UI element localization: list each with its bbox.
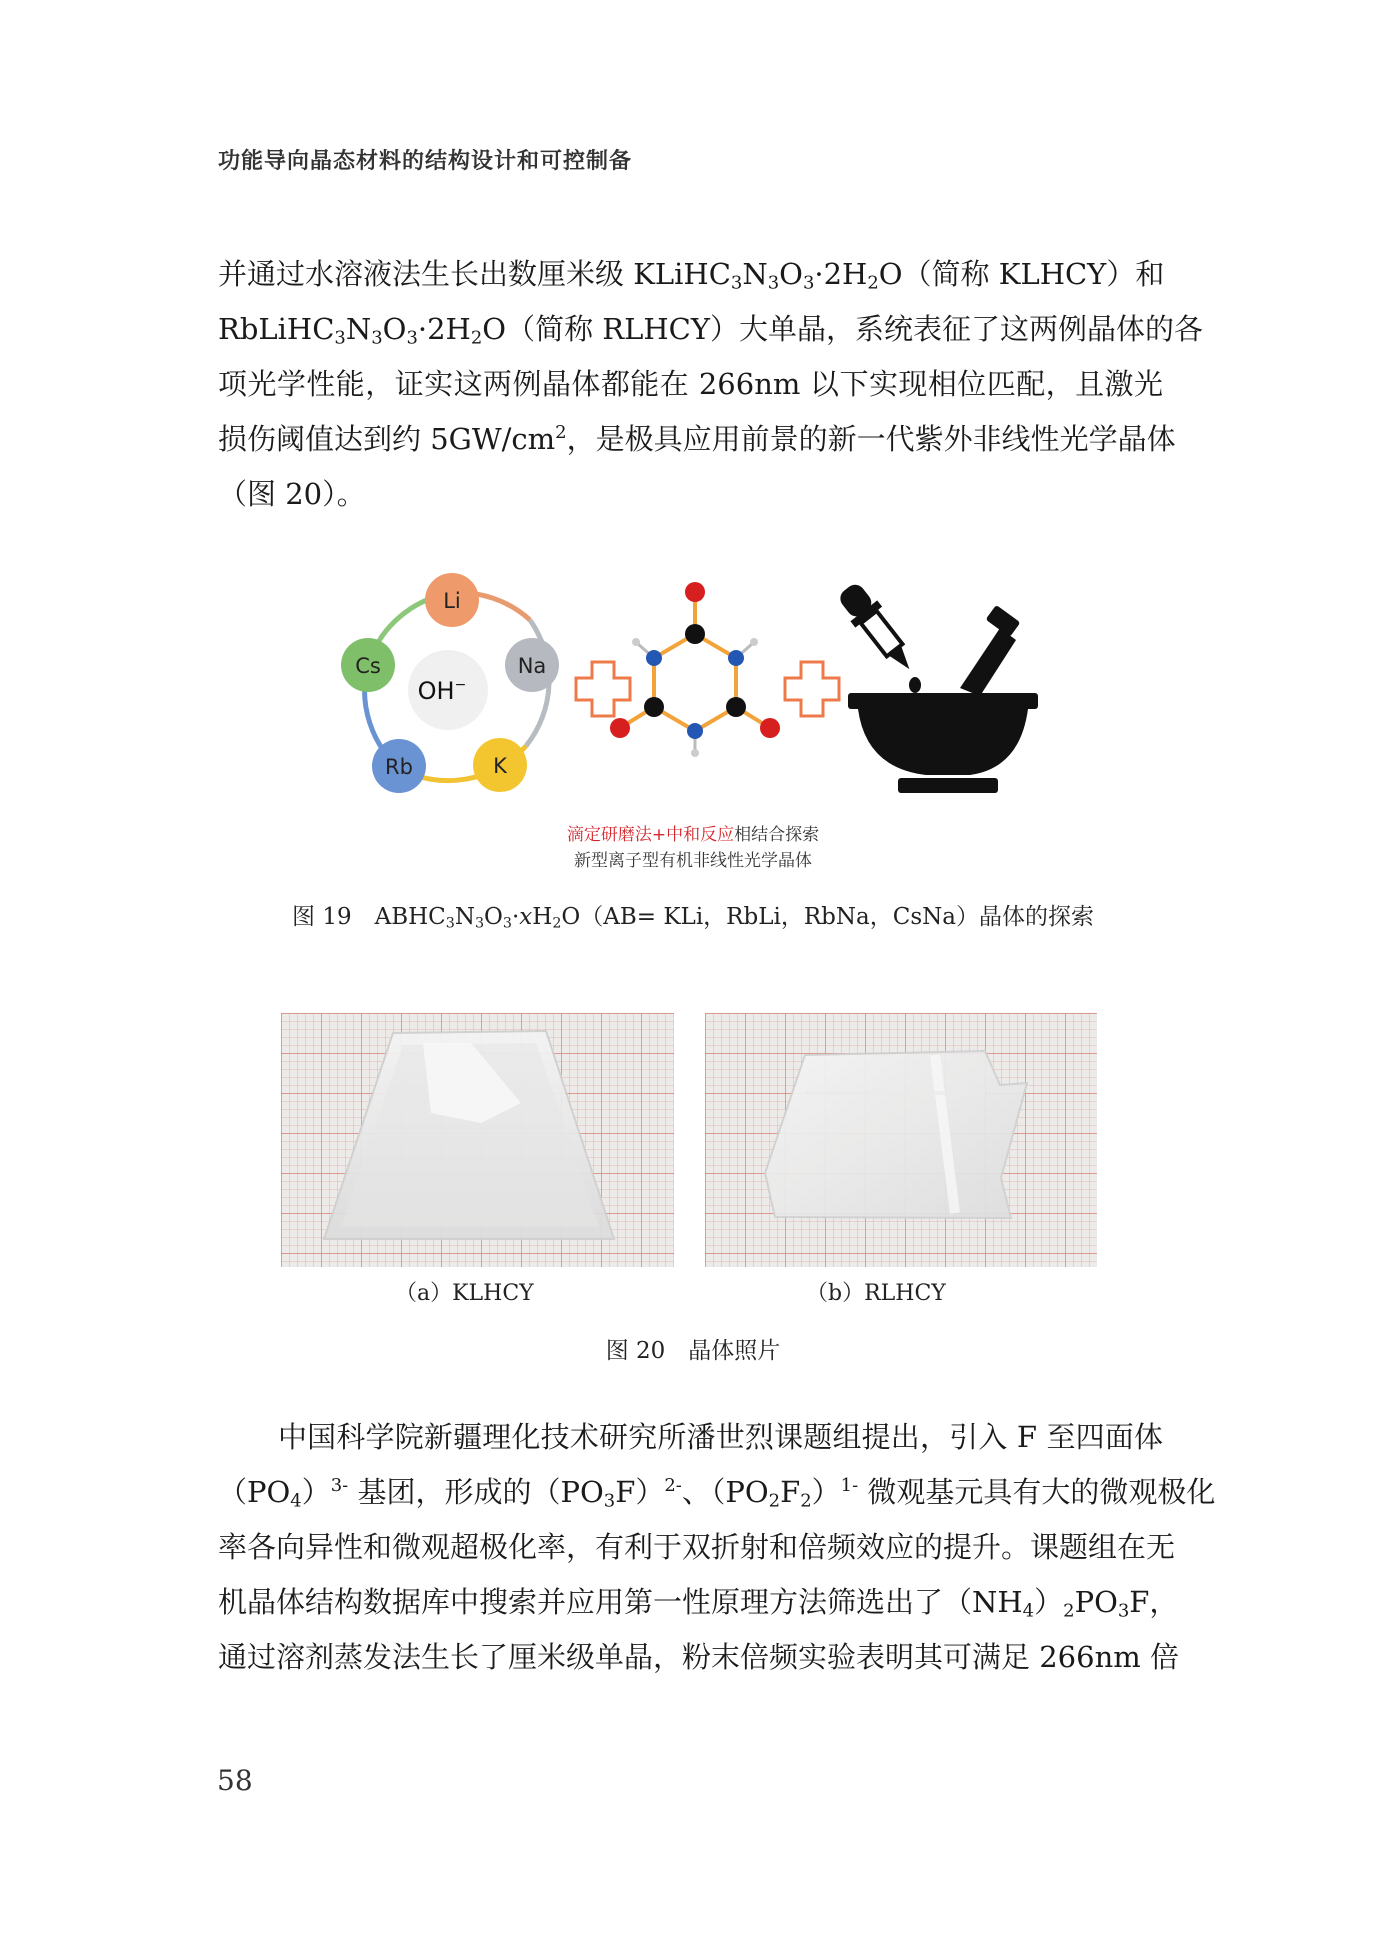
paragraph-line: 项光学性能，证实这两例晶体都能在 266nm 以下实现相位匹配，且激光 <box>218 367 1163 401</box>
paragraph-line: 损伤阈值达到约 $5GW/cm^2$，是极具应用前景的新一代紫外非线性光学晶体 <box>218 422 1176 456</box>
paragraph-line: $RbLiHC_3N_3O_3\cdot 2H_2O$（简称 RLHCY）大单晶，系统表征了这两例晶体的各 <box>218 312 1204 349</box>
k-label: K <box>493 754 507 778</box>
na-label: Na <box>517 654 547 678</box>
figure-20-caption: 图 20 晶体照片 <box>605 1338 781 1364</box>
cs-label: Cs <box>355 654 381 678</box>
paragraph-line: 率各向异性和微观超极化率，有利于双折射和倍频效应的提升。课题组在无 <box>218 1530 1176 1564</box>
paragraph-line: $(PO_4)^{3-}$ 基团，形成的$(PO_3F)^{2-}$、$(PO_2F_2)^{1-}$ 微观基元具有大的微观极化 <box>218 1475 1216 1512</box>
paragraph-line: 中国科学院新疆理化技术研究所潘世烈课题组提出，引入 F 至四面体 <box>278 1420 1163 1454</box>
photo-label-a: （a）KLHCY <box>395 1281 534 1306</box>
rb-label: Rb <box>385 755 413 779</box>
paragraph-line: 并通过水溶液法生长出数厘米级 $KLiHC_3N_3O_3\cdot 2H_2O$（简称 KLHCY）和 <box>218 257 1165 294</box>
figure-19-caption: 图 19 $ABHC_3N_3O_3\cdot xH_2O(AB=$ KLi，RbLi，RbNa，CsNa）晶体的探索 <box>292 904 1094 932</box>
paragraph-line: （图 20）。 <box>218 477 366 511</box>
photo-label-b: （b）RLHCY <box>806 1281 946 1306</box>
page-number: 58 <box>217 1764 253 1797</box>
running-header: 功能导向晶态材料的结构设计和可控制备 <box>218 149 633 174</box>
figure-19-note-line1: 滴定研磨法+中和反应相结合探索 <box>566 825 820 845</box>
klhcy-crystal-photo <box>281 1013 674 1267</box>
li-label: Li <box>443 589 461 613</box>
plus-sign-2 <box>785 662 839 716</box>
paragraph-line: 通过溶剂蒸发法生长了厘米级单晶，粉末倍频实验表明其可满足 266nm 倍 <box>218 1640 1179 1674</box>
rlhcy-crystal-photo <box>705 1013 1097 1267</box>
plus-sign-1 <box>576 662 630 716</box>
hydroxide-label: OH− <box>417 677 467 705</box>
figure-19-note-line2: 新型离子型有机非线性光学晶体 <box>574 851 812 871</box>
dropper-and-mortar-icon <box>833 578 1038 793</box>
paragraph-line: 机晶体结构数据库中搜索并应用第一性原理方法筛选出了$(NH_4)_2PO_3F$， <box>218 1585 1179 1622</box>
cyanuric-acid-molecule <box>610 582 780 757</box>
